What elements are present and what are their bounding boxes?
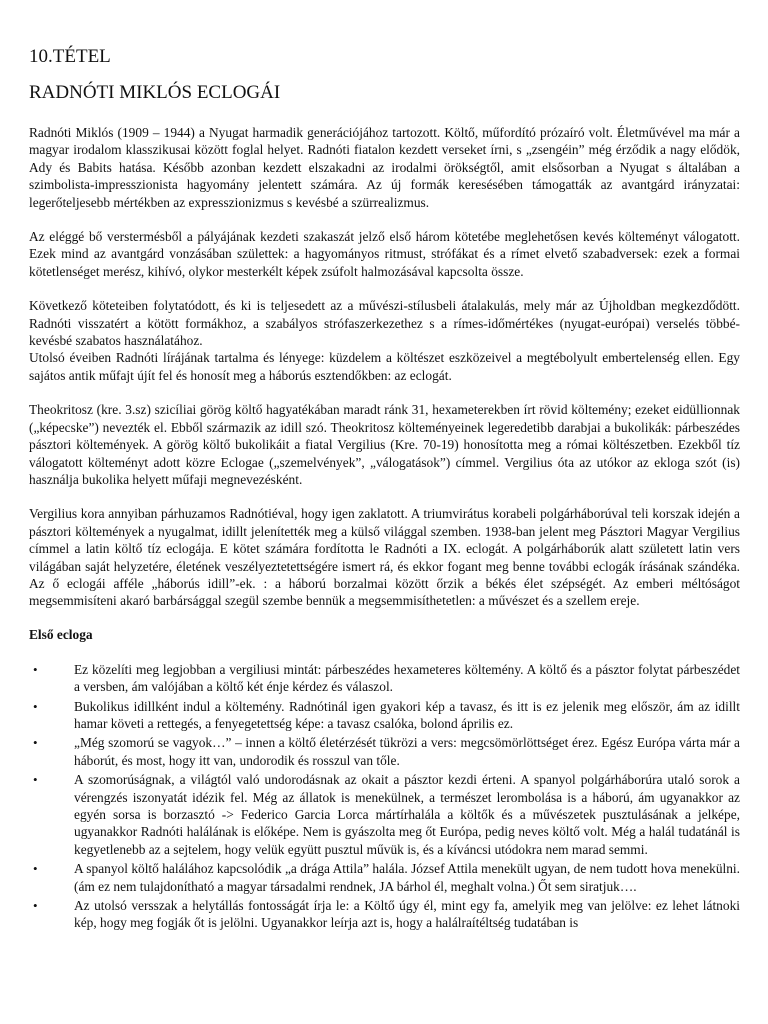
paragraph-last-years: Utolsó éveiben Radnóti lírájának tartalma és lényege: küzdelem a költészet eszközeivel a megtébolyult embertelenség ellen. Egy sajátos antik műfajt újít fel és honosít meg a háborús esztendőkben: az eclogát. bbox=[29, 350, 740, 383]
document-page bbox=[29, 40, 740, 934]
section-title: Első ecloga bbox=[29, 626, 93, 642]
bullet-list bbox=[29, 661, 740, 932]
list-item-text: Bukolikus idillként indul a költemény. Radnótinál igen gyakori kép a tavasz, és itt is ez jelenik meg először, ám az idillt hamar követi a rettegés, a fenyegetettség képe: a tavasz csalóka, bolond április ez. bbox=[74, 698, 740, 731]
list-item-text: „Még szomorú se vagyok…” – innen a költő életérzését tükrözi a vers: megcsömörlöttséget érez. Egész Európa várta már a háborút, és most, hogy itt van, undorodik és rosszul van tőle. bbox=[74, 735, 740, 768]
page-title: RADNÓTI MIKLÓS ECLOGÁI bbox=[29, 82, 281, 103]
list-item-text: Az utolsó versszak a helytállás fontosságát írja le: a Költő úgy él, mint egy fa, amelyik meg van jelölve: ez lehet látnoki kép, hogy meg fogják őt is jelölni. Ugyanakkor leírja azt is, hogy a halálraítéltség tudatában is bbox=[74, 898, 740, 931]
bullet-icon: • bbox=[33, 861, 38, 877]
paragraph-intro: Radnóti Miklós (1909 – 1944) a Nyugat harmadik generációjához tartozott. Költő, műfordító prózaíró volt. Életművével ma már a magyar irodalom klasszikusai között foglal helyet. Radnóti fiatalon kezdett verseket írni, s „zsengéin” még érződik a nagy elődök, Ady és Babits hatása. Később azonban kezdett elszakadni az irodalmi örökségtől, amit elsősorban a Nyugat s általában a szimbolista-impresszionista hagyomány jelentett számára. Az új formák keresésében támogatták az avantgárd irányzatai: legerőteljesebb mértékben az expresszionizmus s kevésbé a szürrealizmus. bbox=[29, 125, 740, 210]
paragraph-early-poems: Az eléggé bő verstermésből a pályájának kezdeti szakaszát jelző első három kötetébe meglehetősen kevés költeményt válogatott. Ezek mind az avantgárd vonzásában születtek: a hagyományos ritmust, strófákat és a rímet elvető szabadversek: ezek a formai kötetlenséget merész, kihívó, olykor mesterkélt képek zsúfolt halmozásával kapcsolta össze. bbox=[29, 229, 740, 279]
bullet-icon: • bbox=[33, 661, 38, 677]
list-item bbox=[33, 897, 740, 932]
list-item bbox=[33, 771, 740, 858]
list-item-text: Ez közelíti meg legjobban a vergiliusi mintát: párbeszédes hexameteres költemény. A költő és a pásztor folytat párbeszédet a versben, ám valójában a költő két énje kérdez és válaszol. bbox=[74, 661, 740, 695]
thesis-number: 10.TÉTEL bbox=[29, 46, 111, 67]
bullet-icon: • bbox=[33, 898, 38, 914]
bullet-icon: • bbox=[33, 698, 38, 714]
bullet-icon: • bbox=[33, 735, 38, 751]
paragraph-theokritosz: Theokritosz (kre. 3.sz) szicíliai görög költő hagyatékában maradt ránk 31, hexameterekben írt rövid költemény; ezeket eidüllionnak („képecske”) nevezték el. Ebből származik az idill szó. Theokritosz költeményeinek legeredetibb darabjai a bukolikák: párbeszédes pásztori költemények. A görög költő bukolikáit a fiatal Vergilius (Kre. 70-19) honosította meg a római költészetben. Ezekből tíz válogatott költeményt adott közre Eclogae („szemelvények”, „válogatások”) címmel. Vergilius óta az utókor az ekloga szót (is) használja bukolika helyett műfaji megnevezésként. bbox=[29, 402, 740, 487]
list-item bbox=[33, 860, 740, 895]
list-item-text: A szomorúságnak, a világtól való undorodásnak az okait a pásztor kezdi érteni. A spanyol polgárháborúra utaló sorok a vérengzés iszonyatát idézik fel. Még az állatok is menekülnek, a természet lerombolása is a háború, ám ugyanakkor az egyén sorsa is borzasztó -> Federico Garcia Lorca mártírhalála a költők és a művészetek pusztulásának a jelképe, ugyanakkor Radnóti halálának is előképe. Nem is gyászolta meg őt Európa, pedig neves költő volt. Még a halál tudatánál is kegyetlenebb az a sejtelem, hogy velük együtt pusztul művük is, és a kíváncsi utódokra nem marad semmi. bbox=[74, 772, 740, 857]
bullet-icon: • bbox=[33, 772, 38, 788]
list-item bbox=[33, 698, 740, 733]
list-item-text: A spanyol költő halálához kapcsolódik „a drága Attila” halála. József Attila menekült ugyan, de nem tudott hova menekülni. (ám ez nem tulajdonítható a magyar társadalmi rendnek, JA bárhol él, meghalt volna.) Őt sem siratjuk…. bbox=[74, 861, 740, 894]
list-item bbox=[33, 661, 740, 696]
paragraph-vergilius: Vergilius kora annyiban párhuzamos Radnótiéval, hogy igen zaklatott. A triumvirátus korabeli polgárháborúval teli korszak idején a pásztori költemények a nyugalmat, idillt jelenítették meg a külső világgal szemben. 1938-ban jelent meg Pásztori Magyar Vergilius címmel a latin költő tíz eclogája. E kötet számára fordította le Radnóti a IX. eclogát. A polgárháborúk alatt született latin vers világában saját helyzetére, életének veszélyeztetettségére ismert rá, és ekkor fogant meg benne további eclogák írásának szándéka. Az ő eclogái afféle „háborús idill”-ek. : a háború borzalmai között őrzik a békés élet szépségét. Az emberi méltóságot megsemmisíteni akaró barbársággal szegül szembe bennük a megsemmisíthetetlen: a művészet és a szellem ereje. bbox=[29, 506, 740, 609]
paragraph-later-volumes: Következő köteteiben folytatódott, és ki is teljesedett az a művészi-stílusbeli átalakulás, mely már az Újholdban megkezdődött. Radnóti visszatért a kötött formákhoz, a szabályos strófaszerkezethez s a rímes-időmértékes (nyugat-európai) verselés többé-kevésbé szabatos használatához. bbox=[29, 298, 740, 349]
list-item bbox=[33, 734, 740, 769]
